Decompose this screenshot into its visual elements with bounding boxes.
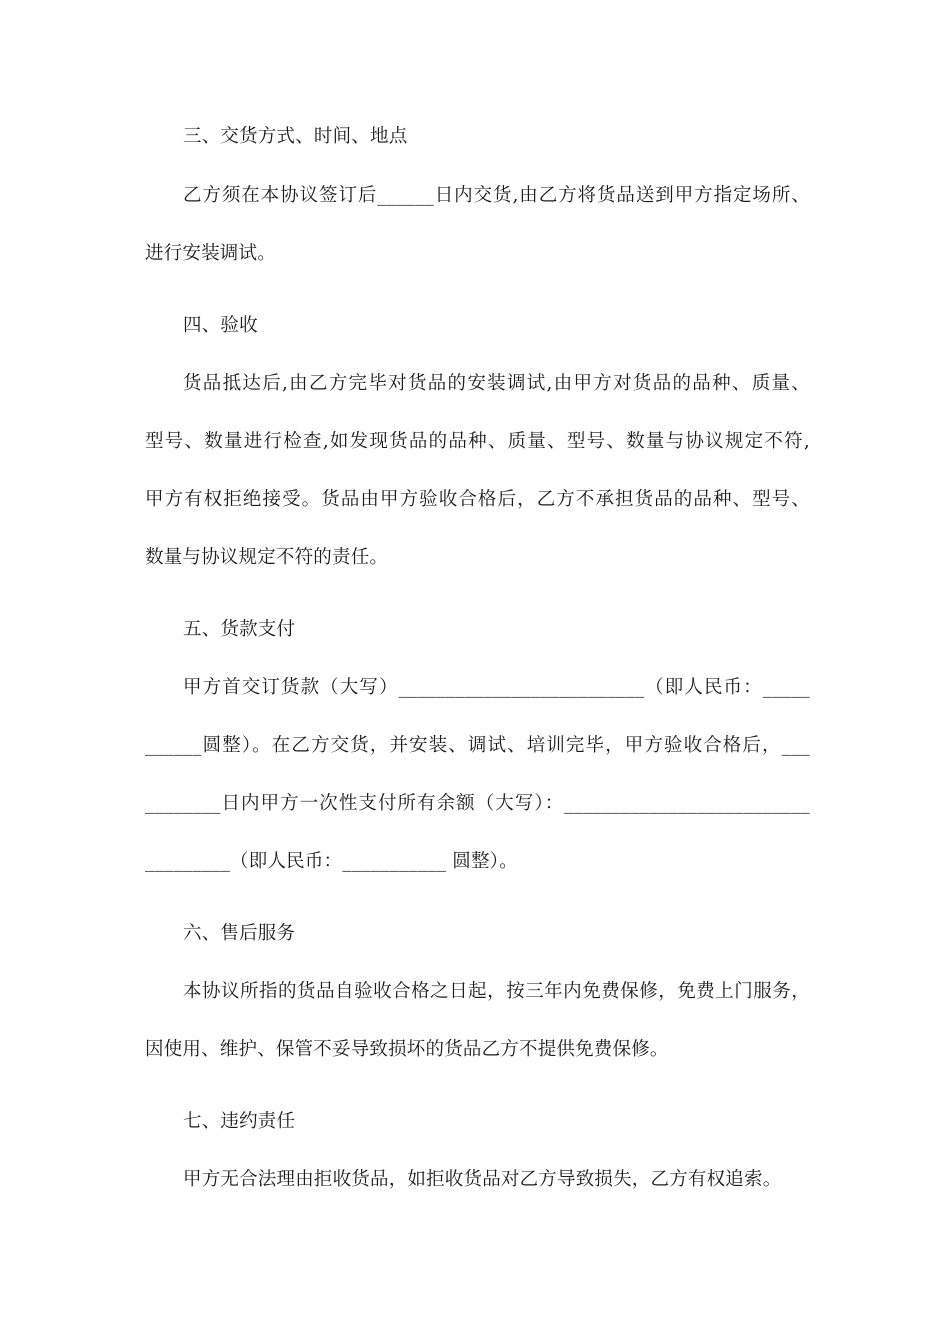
section-4-text-line-3: 甲方有权拒绝接受。货品由甲方验收合格后，乙方不承担货品的品种、型号、 — [145, 489, 810, 510]
section-3-text-line-1: 乙方须在本协议签订后______日内交货,由乙方将货品送到甲方指定场所、 — [183, 185, 810, 206]
section-4-text-line-2: 型号、数量进行检查,如发现货品的品种、质量、型号、数量与协议规定不符, — [145, 431, 810, 452]
section-5-text-line-3: ________日内甲方一次性支付所有余额（大写）：__________________________ — [145, 793, 810, 814]
section-7-heading: 七、违约责任 — [183, 1111, 296, 1132]
section-5-text-line-2: ______圆整）。在乙方交货，并安装、调试、培训完毕，甲方验收合格后，___ — [145, 735, 810, 756]
section-4-text-line-4: 数量与协议规定不符的责任。 — [145, 547, 389, 568]
section-6-text-line-1: 本协议所指的货品自验收合格之日起，按三年内免费保修，免费上门服务， — [183, 981, 810, 1002]
section-4-text-line-1: 货品抵达后,由乙方完毕对货品的安装调试,由甲方对货品的品种、质量、 — [183, 373, 810, 394]
section-6-text-line-2: 因使用、维护、保管不妥导致损坏的货品乙方不提供免费保修。 — [145, 1039, 669, 1060]
section-3-heading: 三、交货方式、时间、地点 — [183, 126, 408, 147]
section-5-heading: 五、货款支付 — [183, 619, 296, 640]
section-6-heading: 六、售后服务 — [183, 923, 296, 944]
section-5-text-line-4: _________（即人民币：___________ 圆整）。 — [145, 851, 518, 872]
section-3-text-line-2: 进行安装调试。 — [145, 243, 276, 264]
section-4-heading: 四、验收 — [183, 315, 258, 336]
section-7-text-line-1: 甲方无合法理由拒收货品，如拒收货品对乙方导致损失，乙方有权追索。 — [183, 1169, 782, 1190]
section-5-text-line-1: 甲方首交订货款（大写）__________________________（即人民币：_____ — [183, 677, 810, 698]
